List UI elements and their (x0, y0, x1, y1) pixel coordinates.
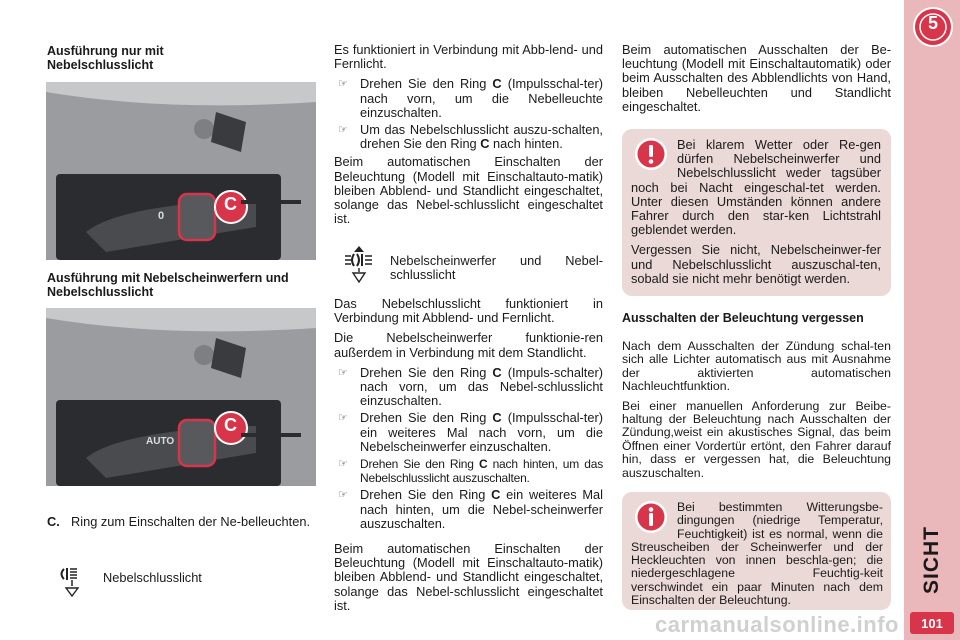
col2-para5: Beim automatischen Einschalten der Beleuchtung (Modell mit Einschaltauto-matik) bleiben Abblend- und Standlicht eingeschaltet, solange das Nebel-schlusslicht eingeschaltet ist. (334, 541, 603, 613)
ring-ref: C (492, 364, 502, 380)
col2-para2: Beim automatischen Einschalten der Beleuchtung (Modell mit Einschaltauto-matik) bleiben Abblend- und Standlicht eingeschaltet, solange das Nebel-schlusslicht eingeschaltet ist. (334, 154, 603, 227)
bullet-text: Drehen Sie den Ring (360, 457, 479, 472)
bullet-text: (Impulsschal-ter) nach vorn, um die Nebelleuchte einzuschalten. (360, 76, 604, 120)
bullet-text: (Impuls-schalter) nach vorn, um das Nebel-schlusslicht einzuschalten. (360, 364, 604, 409)
column-2-lower (334, 297, 603, 534)
warning-text (631, 138, 881, 292)
col3-para1: Beim automatischen Ausschalten der Be-leuchtung (Modell mit Einschaltautomatik) oder beim Ausschalten des Abblendlichts von Hand, bleiben Nebelleuchten und Standlicht eingeschaltet. (622, 42, 891, 114)
warning-para1: Bei klarem Wetter oder Re-gen dürfen Nebelscheinwerfer und Nebelschlusslicht weder tagsüber noch bei Nacht eingeschal-tet werden. Unter diesen Umständen können andere Fahrer durch den star-ken Lichtstrahl geblendet werden. (631, 137, 881, 238)
col2-para1: Es funktioniert in Verbindung mit Abb-lend- und Fernlicht. (334, 42, 603, 72)
col2-para3: Das Nebelschlusslicht funktioniert in Verbindung mit Abblend- und Fernlicht. (334, 296, 603, 326)
warning-box (622, 129, 891, 296)
col3-para2: Nach dem Ausschalten der Zündung schal-ten sich alle Lichter automatisch aus mit Ausnahme der aktivierten automatischen Nachleuchtfunktion. (622, 339, 891, 394)
bullet-text: Drehen Sie den Ring (360, 364, 493, 380)
bullet-text: (Impulsschal-ter) ein weiteres Mal nach vorn, um die Nebelscheinwerfer einzuschalten. (360, 410, 604, 454)
bullet-text: nach hinten, um das Nebelschlusslicht auszuschalten. (360, 457, 603, 486)
ring-c-label: C (224, 194, 237, 214)
bullet-item (334, 77, 603, 120)
legend-front-rear-fog-label: Nebelscheinwerfer und Nebel-schlusslicht (390, 253, 603, 283)
ring-ref: C (478, 457, 488, 472)
chapter-title: SICHT (920, 526, 943, 594)
photo-stalk-rear-fog (46, 82, 316, 260)
pointing-hand-icon: ☞ (338, 458, 348, 471)
front-rear-fog-icon (340, 244, 378, 284)
bullet-item (334, 366, 603, 409)
pointing-hand-icon: ☞ (338, 489, 348, 502)
chapter-sidebar (904, 0, 960, 640)
ring-ref: C (491, 487, 501, 503)
pointing-hand-icon: ☞ (338, 78, 348, 91)
caption-text: Ring zum Einschalten der Ne-belleuchten. (71, 514, 311, 529)
column-2 (334, 43, 603, 232)
pointing-hand-icon: ☞ (338, 124, 348, 137)
watermark: carmanualsonline.info (655, 612, 899, 637)
stalk-illustration (46, 82, 316, 260)
pointing-hand-icon: ☞ (338, 366, 348, 379)
bullet-text: Drehen Sie den Ring (360, 487, 492, 503)
bullet-item (334, 488, 603, 531)
stalk-auto-text: AUTO (146, 436, 175, 447)
caption-letter: C. (47, 514, 60, 529)
ring-c-label-2: C (224, 415, 237, 435)
bullet-item (334, 123, 603, 151)
ring-ref: C (492, 410, 502, 426)
ring-ref: C (480, 136, 490, 152)
stalk-illustration-2 (46, 308, 316, 486)
bullet-text: Drehen Sie den Ring (360, 76, 493, 92)
photo-stalk-front-rear-fog (46, 308, 316, 486)
ring-ref: C (492, 76, 502, 92)
bullet-item (334, 411, 603, 454)
page-number: 101 (921, 616, 943, 631)
bullet-text: ein weiteres Mal nach hinten, um die Nebel-scheinwerfer auszuschalten. (360, 487, 604, 531)
caption-c (47, 515, 315, 529)
col2-para4: Die Nebelscheinwerfer funktionie-ren außerdem in Verbindung mit dem Standlicht. (334, 330, 603, 360)
bullet-text: Drehen Sie den Ring (360, 410, 493, 426)
heading-lights-forgotten: Ausschalten der Beleuchtung vergessen (622, 311, 864, 325)
info-box (622, 492, 891, 610)
pointing-hand-icon: ☞ (338, 412, 348, 425)
chapter-title-wrap (908, 520, 956, 600)
bullet-text: nach hinten. (489, 136, 563, 152)
stalk-position-text: 0 (158, 210, 165, 222)
column-3-body (622, 340, 891, 486)
legend-rear-fog-label: Nebelschlusslicht (103, 570, 202, 585)
rear-fog-icon (58, 566, 82, 598)
info-text-wrap (631, 501, 883, 607)
heading-fog-front-and-rear: Ausführung mit Nebelscheinwerfern und Nebelschlusslicht (47, 271, 289, 299)
info-text: Bei bestimmten Witterungsbe-dingungen (niedrige Temperatur, Feuchtigkeit) ist es normal, wenn die Streuscheiben der Scheinwerfer und der Heckleuchten von innen beschla-gen; die niedergeschlagene Feuchtig-keit verschwindet ein paar Minuten nach dem Einschalten der Beleuchtung. (631, 500, 883, 608)
col3-para3: Bei einer manuellen Anforderung zur Beibe-haltung der Beleuchtung nach Ausschalten der Zündung,weist ein akustisches Signal, das beim Öffnen einer Vordertür ertönt, den Fahrer darauf hin, dass er vergessen hat, die Beleuchtung auszuschalten. (622, 398, 891, 480)
heading-fog-rear-only: Ausführung nur mit Nebelschlusslicht (47, 44, 164, 72)
bullet-item (334, 457, 603, 485)
bullet-text: Um das Nebelschlusslicht auszu-schalten, drehen Sie den Ring (360, 122, 603, 152)
chapter-number: 5 (927, 13, 938, 33)
warning-para2: Vergessen Sie nicht, Nebelscheinwer-fer und Nebelschlusslicht auszuschal-ten, sobald sie nicht mehr benötigt werden. (631, 242, 881, 286)
